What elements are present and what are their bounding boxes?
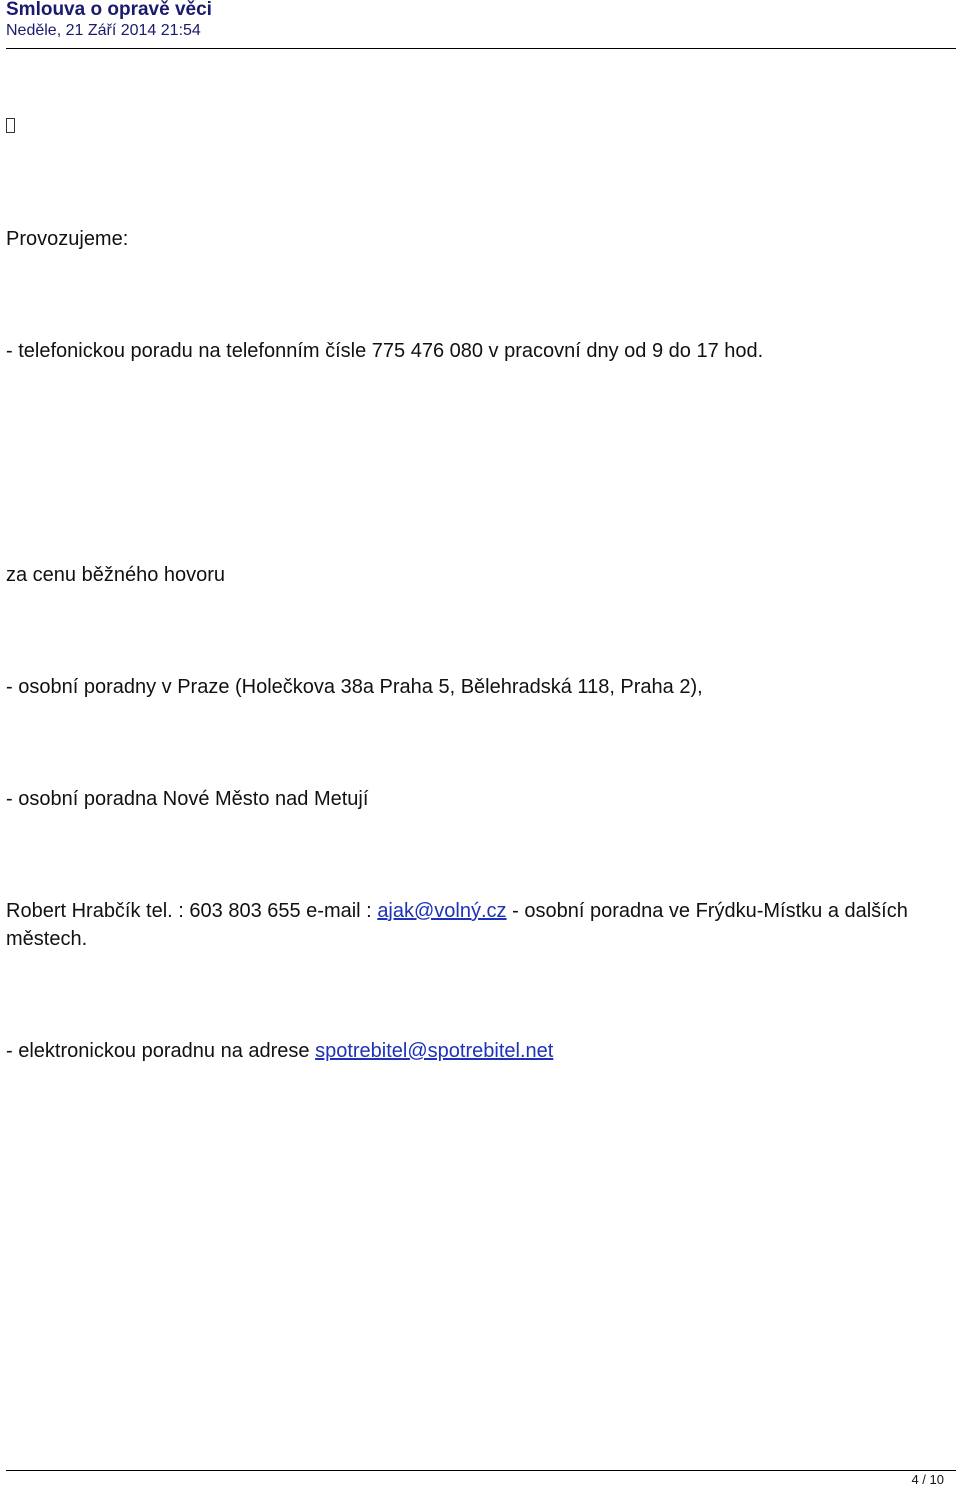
online-advice-line <box>6 1037 553 1065</box>
prague-office-line: - osobní poradny v Praze (Holečkova 38a Praha 5, Bělehradská 118, Praha 2), <box>6 676 703 698</box>
robert-contact-text: Robert Hrabčík tel. : 603 803 655 e-mail : <box>6 900 378 922</box>
frydek-office-paragraph <box>6 897 951 953</box>
metuji-office-line: - osobní poradna Nové Město nad Metují <box>6 788 369 810</box>
online-advice-text: - elektronickou poradnu na adrese <box>6 1040 316 1062</box>
footer-divider <box>6 1470 956 1471</box>
email-link-spotrebitel[interactable]: spotrebitel@spotrebitel.net <box>315 1040 554 1062</box>
document-date: Neděle, 21 Září 2014 21:54 <box>6 22 201 39</box>
document-title: Smlouva o opravě věci <box>6 0 212 20</box>
intro-text: Provozujeme: <box>6 228 129 250</box>
header-divider <box>6 48 956 49</box>
email-link-ajak[interactable]: ajak@volný.cz <box>377 900 507 922</box>
missing-glyph-icon <box>6 118 15 133</box>
phone-advice-line: - telefonickou poradu na telefonním čísle 775 476 080 v pracovní dny od 9 do 17 hod. <box>6 340 764 362</box>
frydek-office-text: - osobní poradna ve Frýdku-Místku a dalších městech. <box>6 900 908 950</box>
page-number: 4 / 10 <box>911 1472 944 1487</box>
price-line: za cenu běžného hovoru <box>6 564 226 586</box>
